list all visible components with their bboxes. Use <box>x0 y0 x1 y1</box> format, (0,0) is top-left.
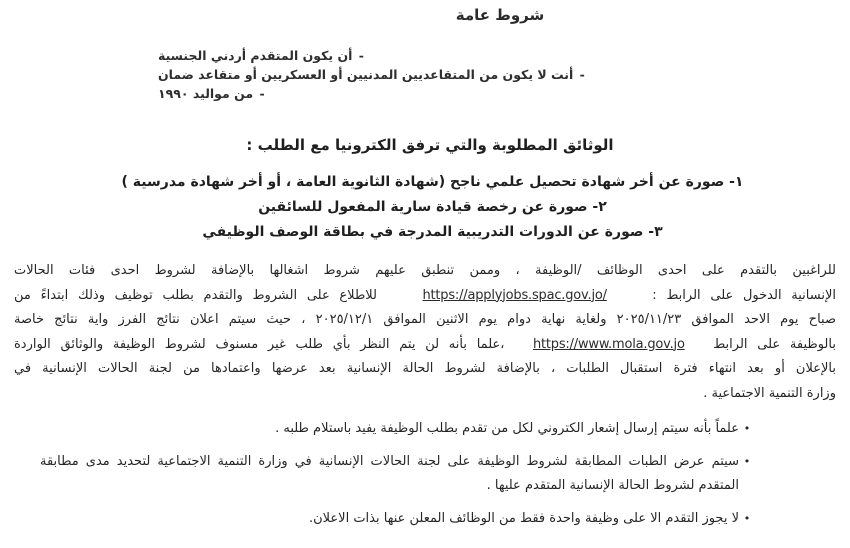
note-item <box>40 417 755 441</box>
paragraph-line: وزارة التنمية الاجتماعية . <box>703 385 836 401</box>
page-title: شروط عامة <box>455 6 545 24</box>
required-document-item: ٣- صورة عن الدورات التدريبية المدرجة في بطاقة الوصف الوظيفي <box>202 224 663 240</box>
note-text: علماً بأنه سيتم إرسال إشعار الكتروني لكل من تقدم بطلب الوظيفة يفيد باستلام طلبه . <box>275 421 739 436</box>
required-document-item: ٢- صورة عن رخصة قيادة سارية المفعول للسائقين <box>258 199 607 215</box>
bullet-icon: • <box>743 512 751 525</box>
paragraph-text-before-link: بالوظيفة على الرابط <box>713 336 836 352</box>
note-text-main: سيتم عرض الطبات المطابقة لشروط الوظيفة على لجنة الحالات الإنسانية في وزارة التنمية الاجتماعية لتحديد مدى مطابقة <box>40 454 739 469</box>
bullet-icon: • <box>743 422 751 435</box>
paragraph-line: للراغبين بالتقدم على احدى الوظائف /الوظيفة ، وممن تنطبق عليهم شروط اشغالها بالإضافة لشروط احدى فئات الحالات <box>14 263 836 278</box>
bullet-icon: • <box>743 455 751 468</box>
note-text <box>40 450 739 498</box>
paragraph-line: صباح يوم الاحد الموافق ٢٠٢٥/١١/٢٣ ولغاية نهاية دوام يوم الاثنين الموافق ٢٠٢٥/١٢/١ ، حيث سيتم اعلان نتائج الفرز واية نتائج خاصة <box>14 312 836 327</box>
paragraph-text-before-link: الإنسانية الدخول على الرابط : <box>652 287 836 303</box>
general-condition-text: من مواليد ١٩٩٠ <box>158 86 254 101</box>
dash-marker: - <box>579 67 585 82</box>
general-condition-text: أن يكون المتقدم أردني الجنسية <box>158 48 353 63</box>
paragraph-line-with-link <box>14 333 836 358</box>
dash-marker: - <box>259 86 265 101</box>
required-documents-list <box>0 170 850 245</box>
note-item <box>40 450 755 498</box>
applyjobs-link[interactable]: https://applyjobs.spac.gov.jo/ <box>422 287 607 303</box>
general-condition-item <box>158 84 271 103</box>
general-condition-item <box>158 46 370 65</box>
general-conditions-list <box>0 46 850 103</box>
paragraph-text-after-link: للاطلاع على الشروط والتقدم بطلب توظيف وذلك ابتداءً من <box>14 287 378 303</box>
main-paragraph <box>14 259 836 406</box>
dash-marker: - <box>358 48 364 63</box>
paragraph-line: بالإعلان أو بعد انتهاء فترة استقبال الطلبات ، بالإضافة لشروط الحالة الإنسانية بعد عرضها واعتمادها من لجنة الحالات الإنسانية في <box>14 361 836 376</box>
general-condition-item <box>158 65 591 84</box>
note-text: لا يجوز التقدم الا على وظيفة واحدة فقط من الوظائف المعلن عنها بذات الاعلان. <box>308 511 739 526</box>
required-document-item: ١- صورة عن أخر شهادة تحصيل علمي ناجح (شهادة الثانوية العامة ، أو أخر شهادة مدرسية ) <box>121 174 744 190</box>
paragraph-line-with-link <box>14 284 836 309</box>
notes-list <box>0 417 850 531</box>
note-item <box>40 507 755 531</box>
required-documents-heading: الوثائق المطلوبة والتي ترفق الكترونيا مع الطلب : <box>246 136 614 154</box>
mola-link[interactable]: https://www.mola.gov.jo <box>532 336 685 352</box>
paragraph-text-after-link: ،علما بأنه لن يتم النظر بأي طلب غير مسنوف لشروط الوظيفة والوثائق الواردة <box>14 336 505 352</box>
general-condition-text: أنت لا يكون من المتقاعديين المدنيين أو العسكريين أو متقاعد ضمان <box>158 67 574 82</box>
note-text-tail: المتقدم لشروط الحالة الإنسانية المتقدم عليها . <box>486 478 739 493</box>
